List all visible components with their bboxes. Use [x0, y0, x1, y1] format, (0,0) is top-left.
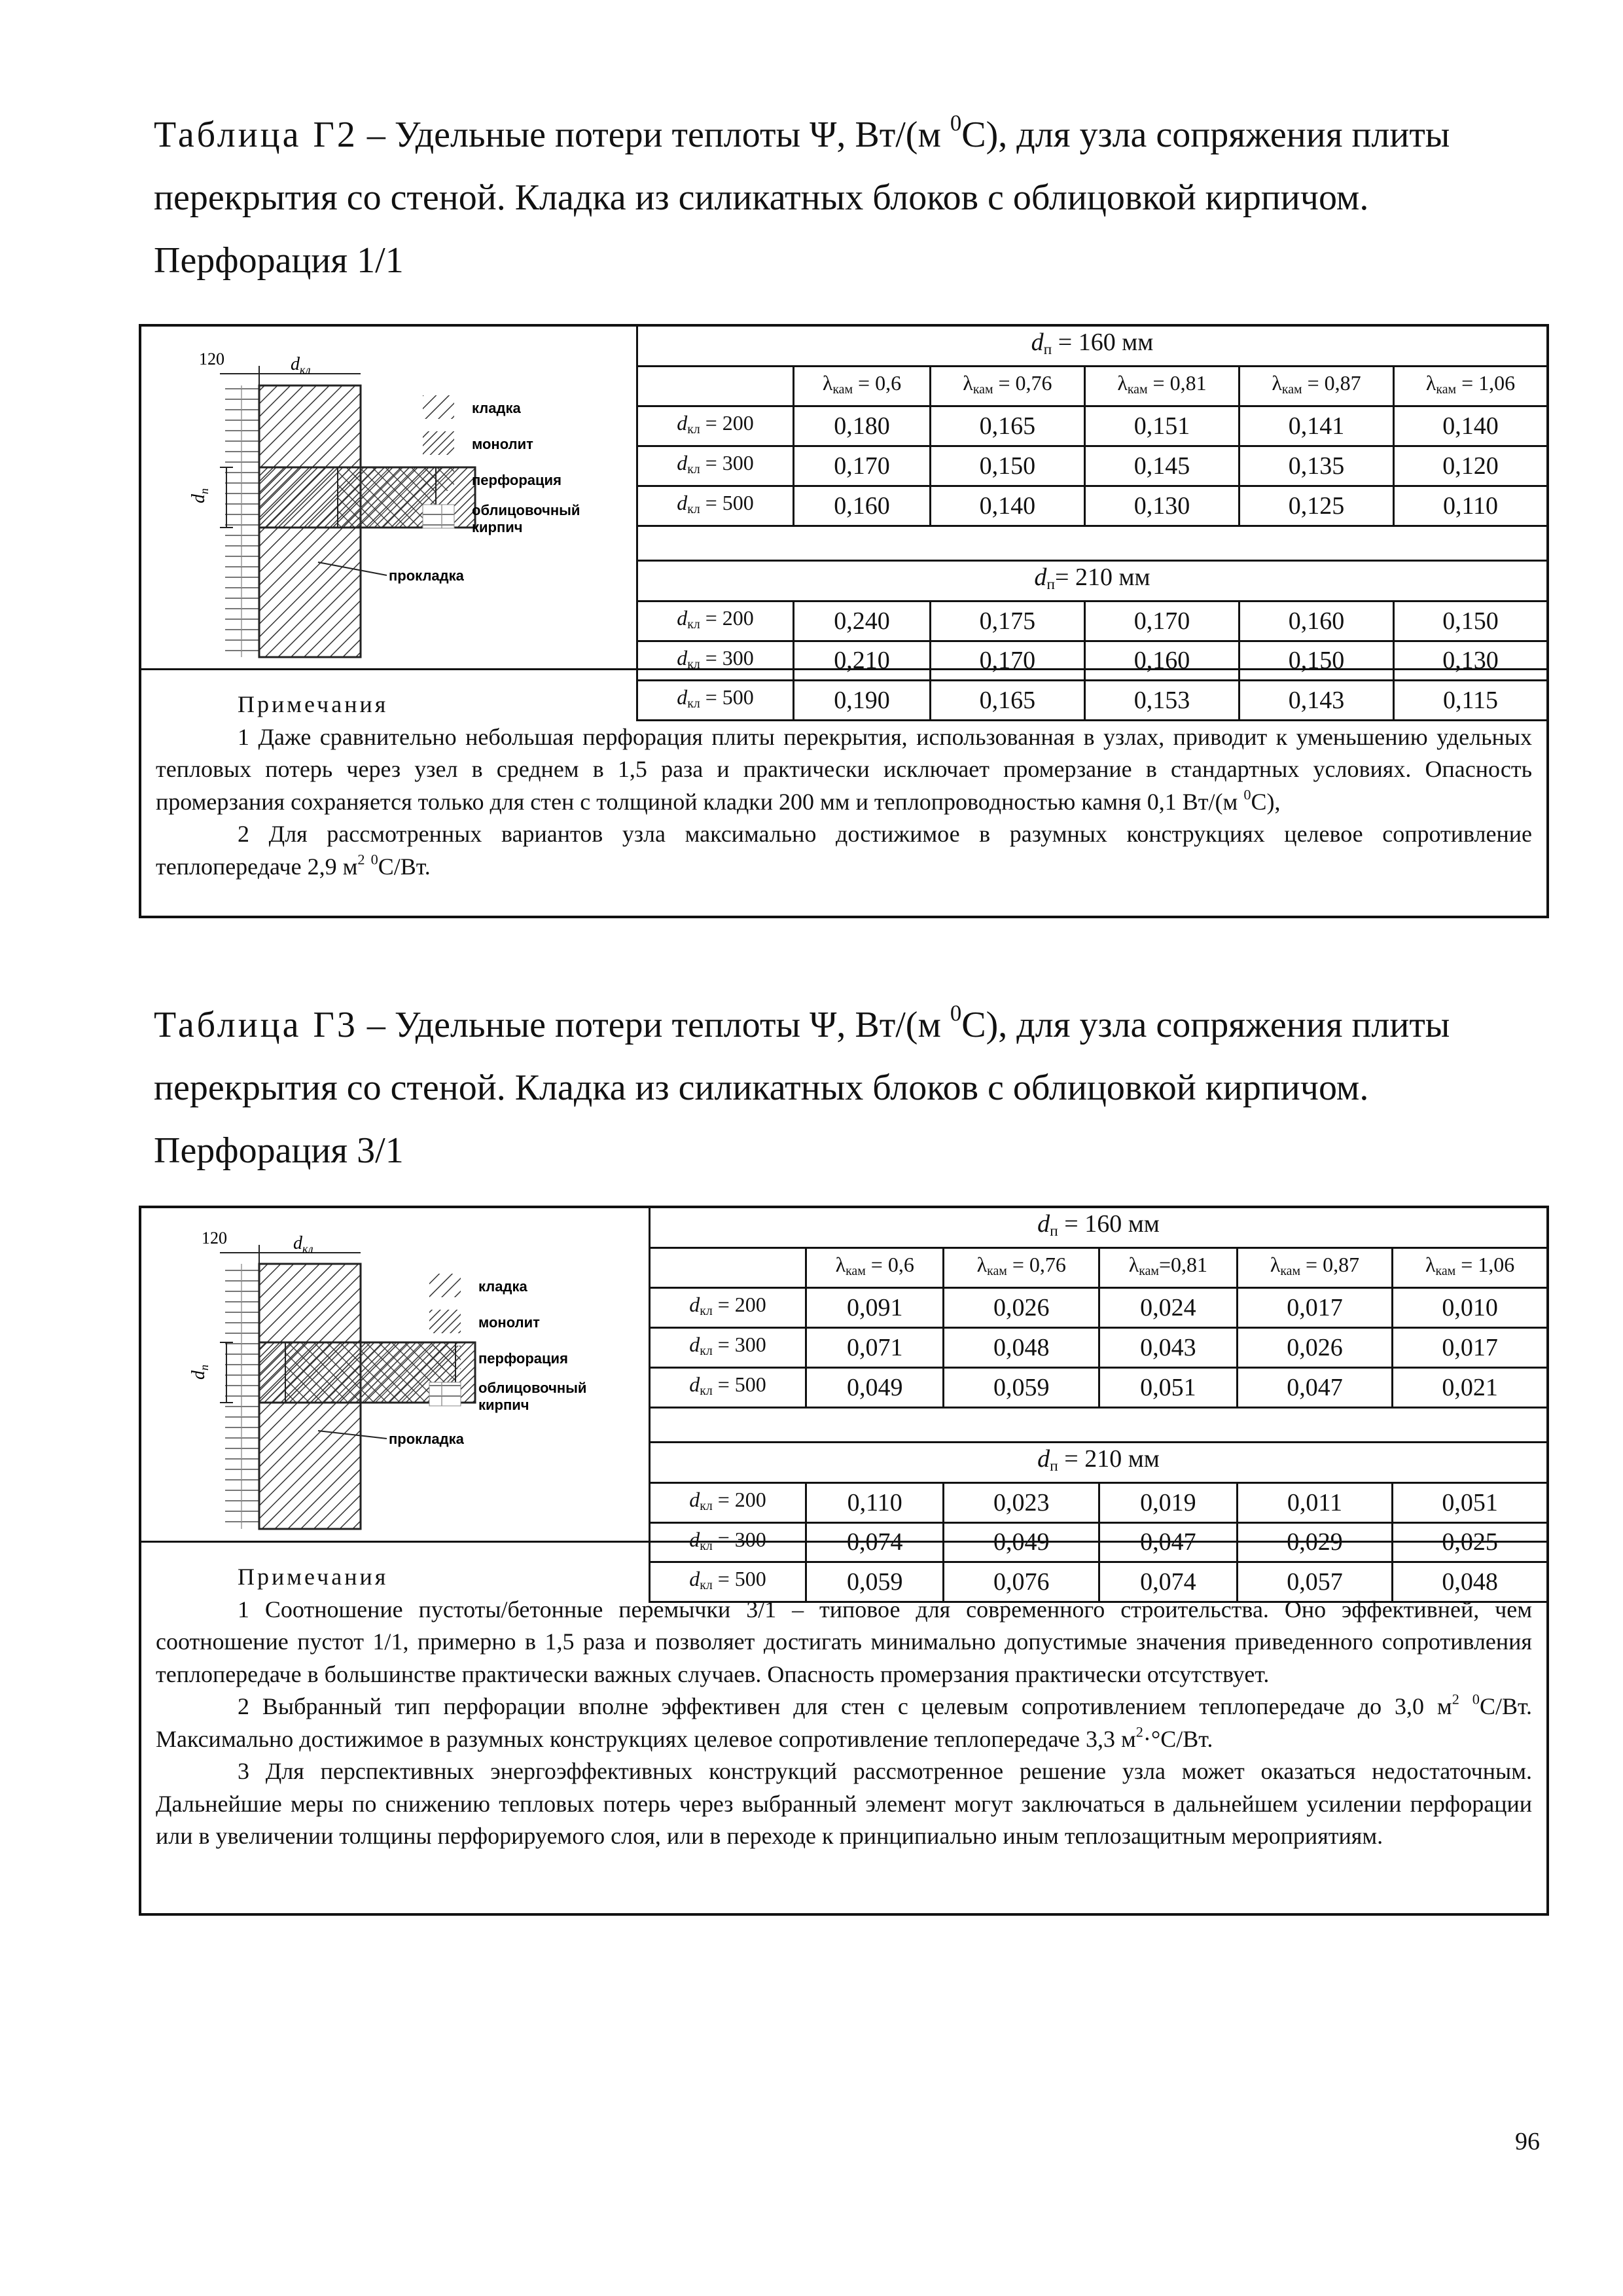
lambda-col-1: $\lambda_{кам} = 0,6$	[794, 366, 931, 406]
legend-masonry: кладка	[478, 1278, 527, 1295]
table-row	[637, 446, 1547, 486]
cell: 0,029	[1237, 1522, 1393, 1562]
table-row	[637, 486, 1547, 526]
cell: 0,110	[806, 1482, 944, 1522]
block2-header: $d_п = 210$ мм	[650, 1442, 1547, 1482]
cell: 0,011	[1237, 1482, 1393, 1522]
row-label: $d_{кл} = 300$	[637, 446, 794, 486]
notes-title: Примечания	[238, 1564, 389, 1590]
caption-text-2: С), для узла сопряжения плиты перекрытия со стеной. Кладка из силикатных блоков с облицовкой кирпичом. Перфорация 1/1	[154, 115, 1450, 281]
legend-perforation: перфорация	[478, 1350, 568, 1367]
slab-perforation	[338, 467, 436, 528]
caption-text-2: С), для узла сопряжения плиты перекрытия со стеной. Кладка из силикатных блоков с облицовкой кирпичом. Перфорация 3/1	[154, 1005, 1450, 1171]
caption-label: Таблица Г2	[154, 115, 358, 155]
note-1: 1 Даже сравнительно небольшая перфорация плиты перекрытия, использованная в узлах, приводит к уменьшению удельных тепловых потерь через узел в среднем в 1,5 раза и практически исключает промерзание в стандартных условиях. Опасность промерзания сохраняется только для стен с толщиной кладки 200 мм и теплопроводностью камня 0,1 Вт/(м $^0$С),	[156, 723, 1532, 815]
table-g3-caption	[154, 994, 1561, 1182]
cell: 0,143	[1239, 681, 1393, 721]
note-2: 2 Выбранный тип перфорации вполне эффективен для стен с целевым сопротивлением теплопередаче до 3,0 $м^2$ $^0$С/Вт. Максимально достижимое в разумных конструкциях целевое сопротивление теплопередаче 3,3 $м^2\cdot^\circ С/Вт$.	[156, 1691, 1533, 1752]
spacer-row	[637, 526, 1547, 560]
cell: 0,150	[1239, 641, 1393, 681]
cell: 0,120	[1394, 446, 1547, 486]
gasket-label: прокладка	[389, 1431, 464, 1447]
dim-120: 120	[199, 350, 224, 368]
cell: 0,049	[944, 1522, 1099, 1562]
cell: 0,170	[794, 446, 931, 486]
legend-brick: кирпич	[478, 1397, 529, 1413]
cell: 0,190	[794, 681, 931, 721]
cell: 0,026	[944, 1287, 1099, 1327]
note-2: 2 Для рассмотренных вариантов узла максимально достижимое в разумных конструкциях целевое сопротивление теплопередаче 2,9 $м^2$ $^0$С/Вт.	[156, 821, 1532, 880]
wall-slab-junction-diagram	[141, 327, 636, 668]
row-label: $d_{кл} = 500$	[650, 1367, 806, 1407]
dim-dkl: $d_{кл}$	[291, 354, 311, 376]
legend-perforation: перфорация	[472, 472, 562, 488]
cell: 0,145	[1084, 446, 1239, 486]
facing-brick-layer	[225, 1264, 259, 1529]
cell: 0,165	[930, 406, 1084, 446]
cell: 0,019	[1099, 1482, 1237, 1522]
caption-text: – Удельные потери теплоты Ψ, Вт/(м	[357, 115, 950, 155]
notes-title: Примечания	[238, 691, 389, 717]
spacer-row	[650, 1407, 1547, 1442]
row-label: $d_{кл} = 300$	[637, 641, 794, 681]
lambda-col-4: $\lambda_{кам} = 0,87$	[1237, 1247, 1393, 1287]
wall-slab-junction-diagram	[141, 1208, 649, 1541]
legend-brick: кирпич	[472, 519, 523, 535]
cell: 0,074	[806, 1522, 944, 1562]
cell: 0,170	[1084, 601, 1239, 641]
cell: 0,165	[930, 681, 1084, 721]
cell: 0,160	[1239, 601, 1393, 641]
cell: 0,026	[1237, 1327, 1393, 1367]
legend-masonry: кладка	[472, 400, 521, 416]
cell: 0,091	[806, 1287, 944, 1327]
block1-header: $d_п = 160$ мм	[650, 1208, 1547, 1247]
caption-sup: 0	[950, 1000, 962, 1026]
row-label: $d_{кл} = 200$	[650, 1287, 806, 1327]
note-3: 3 Для перспективных энергоэффективных конструкций рассмотренное решение узла может оказаться недостаточным. Дальнейшие меры по снижению тепловых потерь через выбранный элемент могут заключаться в дальнейшем усилении перфорации или в увеличении толщины перфорируемого слоя, или в переходе к принципиально иным теплозащитным мероприятиям.	[156, 1758, 1532, 1849]
lambda-col-2: $\lambda_{кам} = 0,76$	[930, 366, 1084, 406]
cell: 0,057	[1237, 1562, 1393, 1602]
cell: 0,025	[1393, 1522, 1546, 1562]
cell: 0,048	[1393, 1562, 1546, 1602]
cell: 0,175	[930, 601, 1084, 641]
cell: 0,010	[1393, 1287, 1546, 1327]
lambda-col-1: $\lambda_{кам} = 0,6$	[806, 1247, 944, 1287]
cell: 0,210	[794, 641, 931, 681]
table-row	[650, 1482, 1547, 1522]
cell: 0,141	[1239, 406, 1393, 446]
cell: 0,160	[794, 486, 931, 526]
cell: 0,076	[944, 1562, 1099, 1602]
cell: 0,150	[1394, 601, 1547, 641]
row-label: $d_{кл} = 300$	[650, 1522, 806, 1562]
page-number: 96	[1515, 2128, 1540, 2155]
row-label: $d_{кл} = 500$	[637, 681, 794, 721]
cell: 0,071	[806, 1327, 944, 1367]
table-g2-frame	[139, 324, 1549, 918]
dim-120: 120	[202, 1229, 227, 1247]
cell: 0,140	[1394, 406, 1547, 446]
table-g3-figure	[141, 1208, 649, 1541]
row-label: $d_{кл} = 200$	[637, 406, 794, 446]
cell: 0,059	[806, 1562, 944, 1602]
table-row	[650, 1287, 1547, 1327]
dim-dn: $d_п$	[188, 1365, 211, 1380]
table-g2-notes	[141, 668, 1546, 883]
block2-header: $d_п= 210$ мм	[637, 560, 1547, 601]
cell: 0,170	[930, 641, 1084, 681]
caption-sup: 0	[950, 110, 962, 136]
table-g3-notes	[141, 1541, 1546, 1853]
lambda-col-5: $\lambda_{кам} = 1,06$	[1393, 1247, 1546, 1287]
table-g2-caption	[154, 103, 1561, 292]
cell: 0,024	[1099, 1287, 1237, 1327]
corner-empty	[650, 1247, 806, 1287]
cell: 0,043	[1099, 1327, 1237, 1367]
cell: 0,051	[1393, 1482, 1546, 1522]
cell: 0,130	[1084, 486, 1239, 526]
facing-brick-layer	[225, 386, 259, 657]
legend-monolith: монолит	[478, 1314, 540, 1331]
row-label: $d_{кл} = 500$	[637, 486, 794, 526]
cell: 0,240	[794, 601, 931, 641]
note-1: 1 Соотношение пустоты/бетонные перемычки 3/1 – типовое для современного строительства. Оно эффективней, чем соотношение пустот 1/1, примерно в 1,5 раза и позволяет достигать минимально допустимые значения приведенного сопротивления теплопередаче в большинстве практически важных случаев. Опасность промерзания практически отсутствует.	[156, 1596, 1532, 1687]
row-label: $d_{кл} = 500$	[650, 1562, 806, 1602]
cell: 0,150	[930, 446, 1084, 486]
table-g3-frame	[139, 1206, 1549, 1916]
cell: 0,151	[1084, 406, 1239, 446]
cell: 0,135	[1239, 446, 1393, 486]
cell: 0,017	[1393, 1327, 1546, 1367]
table-row	[650, 1327, 1547, 1367]
cell: 0,140	[930, 486, 1084, 526]
cell: 0,059	[944, 1367, 1099, 1407]
row-label: $d_{кл} = 200$	[637, 601, 794, 641]
cell: 0,180	[794, 406, 931, 446]
lambda-col-4: $\lambda_{кам} = 0,87$	[1239, 366, 1393, 406]
legend-facing: облицовочный	[478, 1380, 587, 1396]
cell: 0,160	[1084, 641, 1239, 681]
row-label: $d_{кл} = 300$	[650, 1327, 806, 1367]
cell: 0,047	[1099, 1522, 1237, 1562]
cell: 0,023	[944, 1482, 1099, 1522]
cell: 0,047	[1237, 1367, 1393, 1407]
dim-dn: $d_п$	[188, 488, 211, 503]
caption-text: – Удельные потери теплоты Ψ, Вт/(м	[357, 1005, 950, 1045]
table-row	[637, 406, 1547, 446]
cell: 0,021	[1393, 1367, 1546, 1407]
cell: 0,049	[806, 1367, 944, 1407]
lambda-col-5: $\lambda_{кам} = 1,06$	[1394, 366, 1547, 406]
table-row	[650, 1367, 1547, 1407]
cell: 0,115	[1394, 681, 1547, 721]
row-label: $d_{кл} = 200$	[650, 1482, 806, 1522]
lambda-col-3: $\lambda_{кам} = 0,81$	[1084, 366, 1239, 406]
legend-monolith: монолит	[472, 436, 533, 452]
gasket-label: прокладка	[389, 567, 464, 584]
table-row	[637, 601, 1547, 641]
table-g2-data	[636, 327, 1546, 721]
cell: 0,153	[1084, 681, 1239, 721]
dim-dkl: $d_{кл}$	[293, 1233, 313, 1255]
corner-empty	[637, 366, 794, 406]
cell: 0,074	[1099, 1562, 1237, 1602]
cell: 0,110	[1394, 486, 1547, 526]
block1-header: $d_п = 160$ мм	[637, 327, 1547, 366]
table-g2-figure	[141, 327, 636, 668]
cell: 0,130	[1394, 641, 1547, 681]
cell: 0,017	[1237, 1287, 1393, 1327]
lambda-col-2: $\lambda_{кам} = 0,76$	[944, 1247, 1099, 1287]
cell: 0,051	[1099, 1367, 1237, 1407]
cell: 0,048	[944, 1327, 1099, 1367]
cell: 0,125	[1239, 486, 1393, 526]
lambda-col-3: $\lambda_{кам}=0,81$	[1099, 1247, 1237, 1287]
caption-label: Таблица Г3	[154, 1005, 358, 1045]
legend-facing: облицовочный	[472, 502, 580, 518]
